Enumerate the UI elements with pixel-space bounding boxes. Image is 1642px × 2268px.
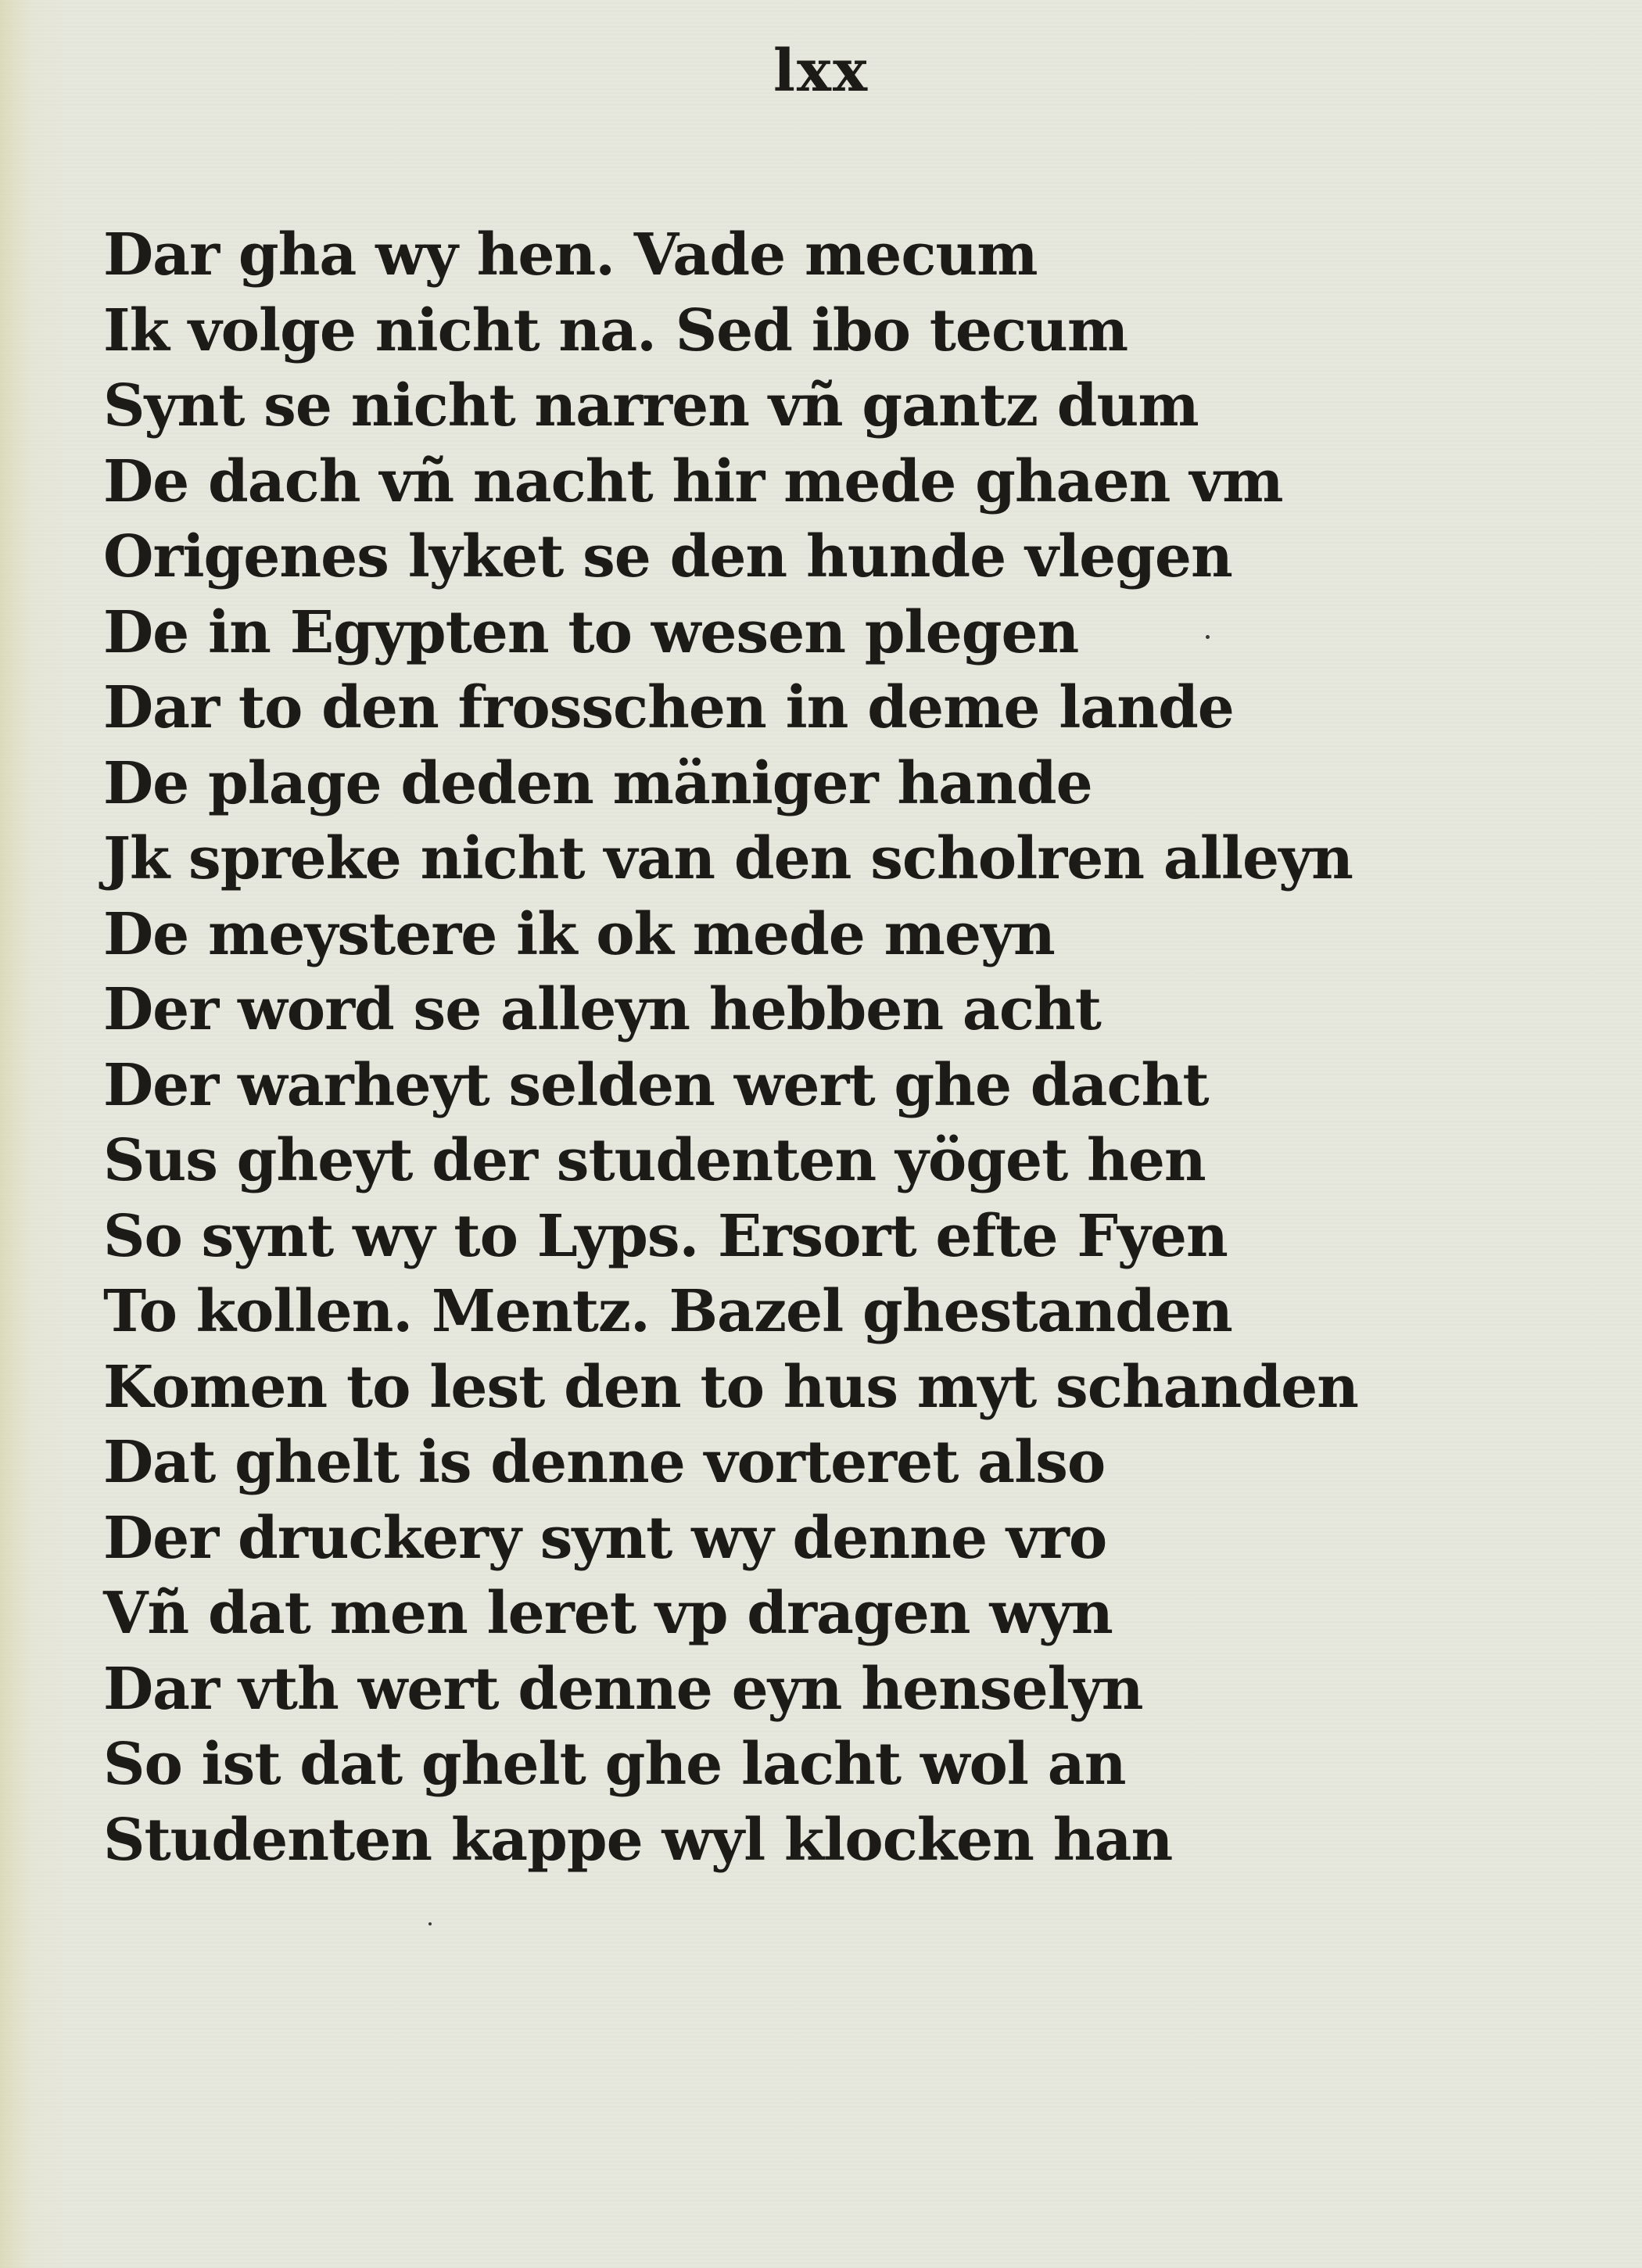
verse-line: Dar to den frosschen in deme lande (103, 674, 1234, 741)
verse-line: Der druckery synt wy denne vro (103, 1504, 1107, 1572)
verse-line: Sus gheyt der studenten yöget hen (103, 1127, 1206, 1194)
verse-line: De plage deden mäniger hande (103, 749, 1092, 817)
verse-line: Synt se nicht narren vñ gantz dum (103, 372, 1199, 440)
verse-line: Dat ghelt is denne vorteret also (103, 1429, 1106, 1496)
verse-line: Komen to lest den to hus myt schanden (103, 1353, 1358, 1421)
verse-line: Ik volge nicht na. Sed ibo tecum (103, 296, 1128, 364)
verse-line: Jk spreke nicht van den scholren alleyn (103, 825, 1353, 892)
verse-line: De in Egypten to wesen plegen (103, 598, 1079, 666)
verse-line: Studenten kappe wyl klocken han (103, 1806, 1173, 1874)
verse-line: De dach vñ nacht hir mede ghaen vm (103, 447, 1283, 515)
ink-speck (428, 1922, 432, 1925)
verse-line: So ist dat ghelt ghe lacht wol an (103, 1731, 1126, 1798)
ink-speck (1206, 635, 1210, 639)
verse-block (103, 217, 1358, 1878)
verse-line: To kollen. Mentz. Bazel ghestanden (103, 1278, 1232, 1345)
verse-line: Dar gha wy hen. Vade mecum (103, 221, 1038, 289)
verse-line: So synt wy to Lyps. Ersort efte Fyen (103, 1202, 1228, 1270)
verse-line: Der warheyt selden wert ghe dacht (103, 1051, 1209, 1119)
verse-line: Vñ dat men leret vp dragen wyn (103, 1580, 1113, 1647)
verse-line: Dar vth wert denne eyn henselyn (103, 1655, 1143, 1723)
verse-line: De meystere ik ok mede meyn (103, 900, 1055, 968)
verse-line: Der word se alleyn hebben acht (103, 976, 1101, 1043)
folio-number: lxx (773, 38, 869, 105)
verse-line: Origenes lyket se den hunde vlegen (103, 523, 1232, 590)
